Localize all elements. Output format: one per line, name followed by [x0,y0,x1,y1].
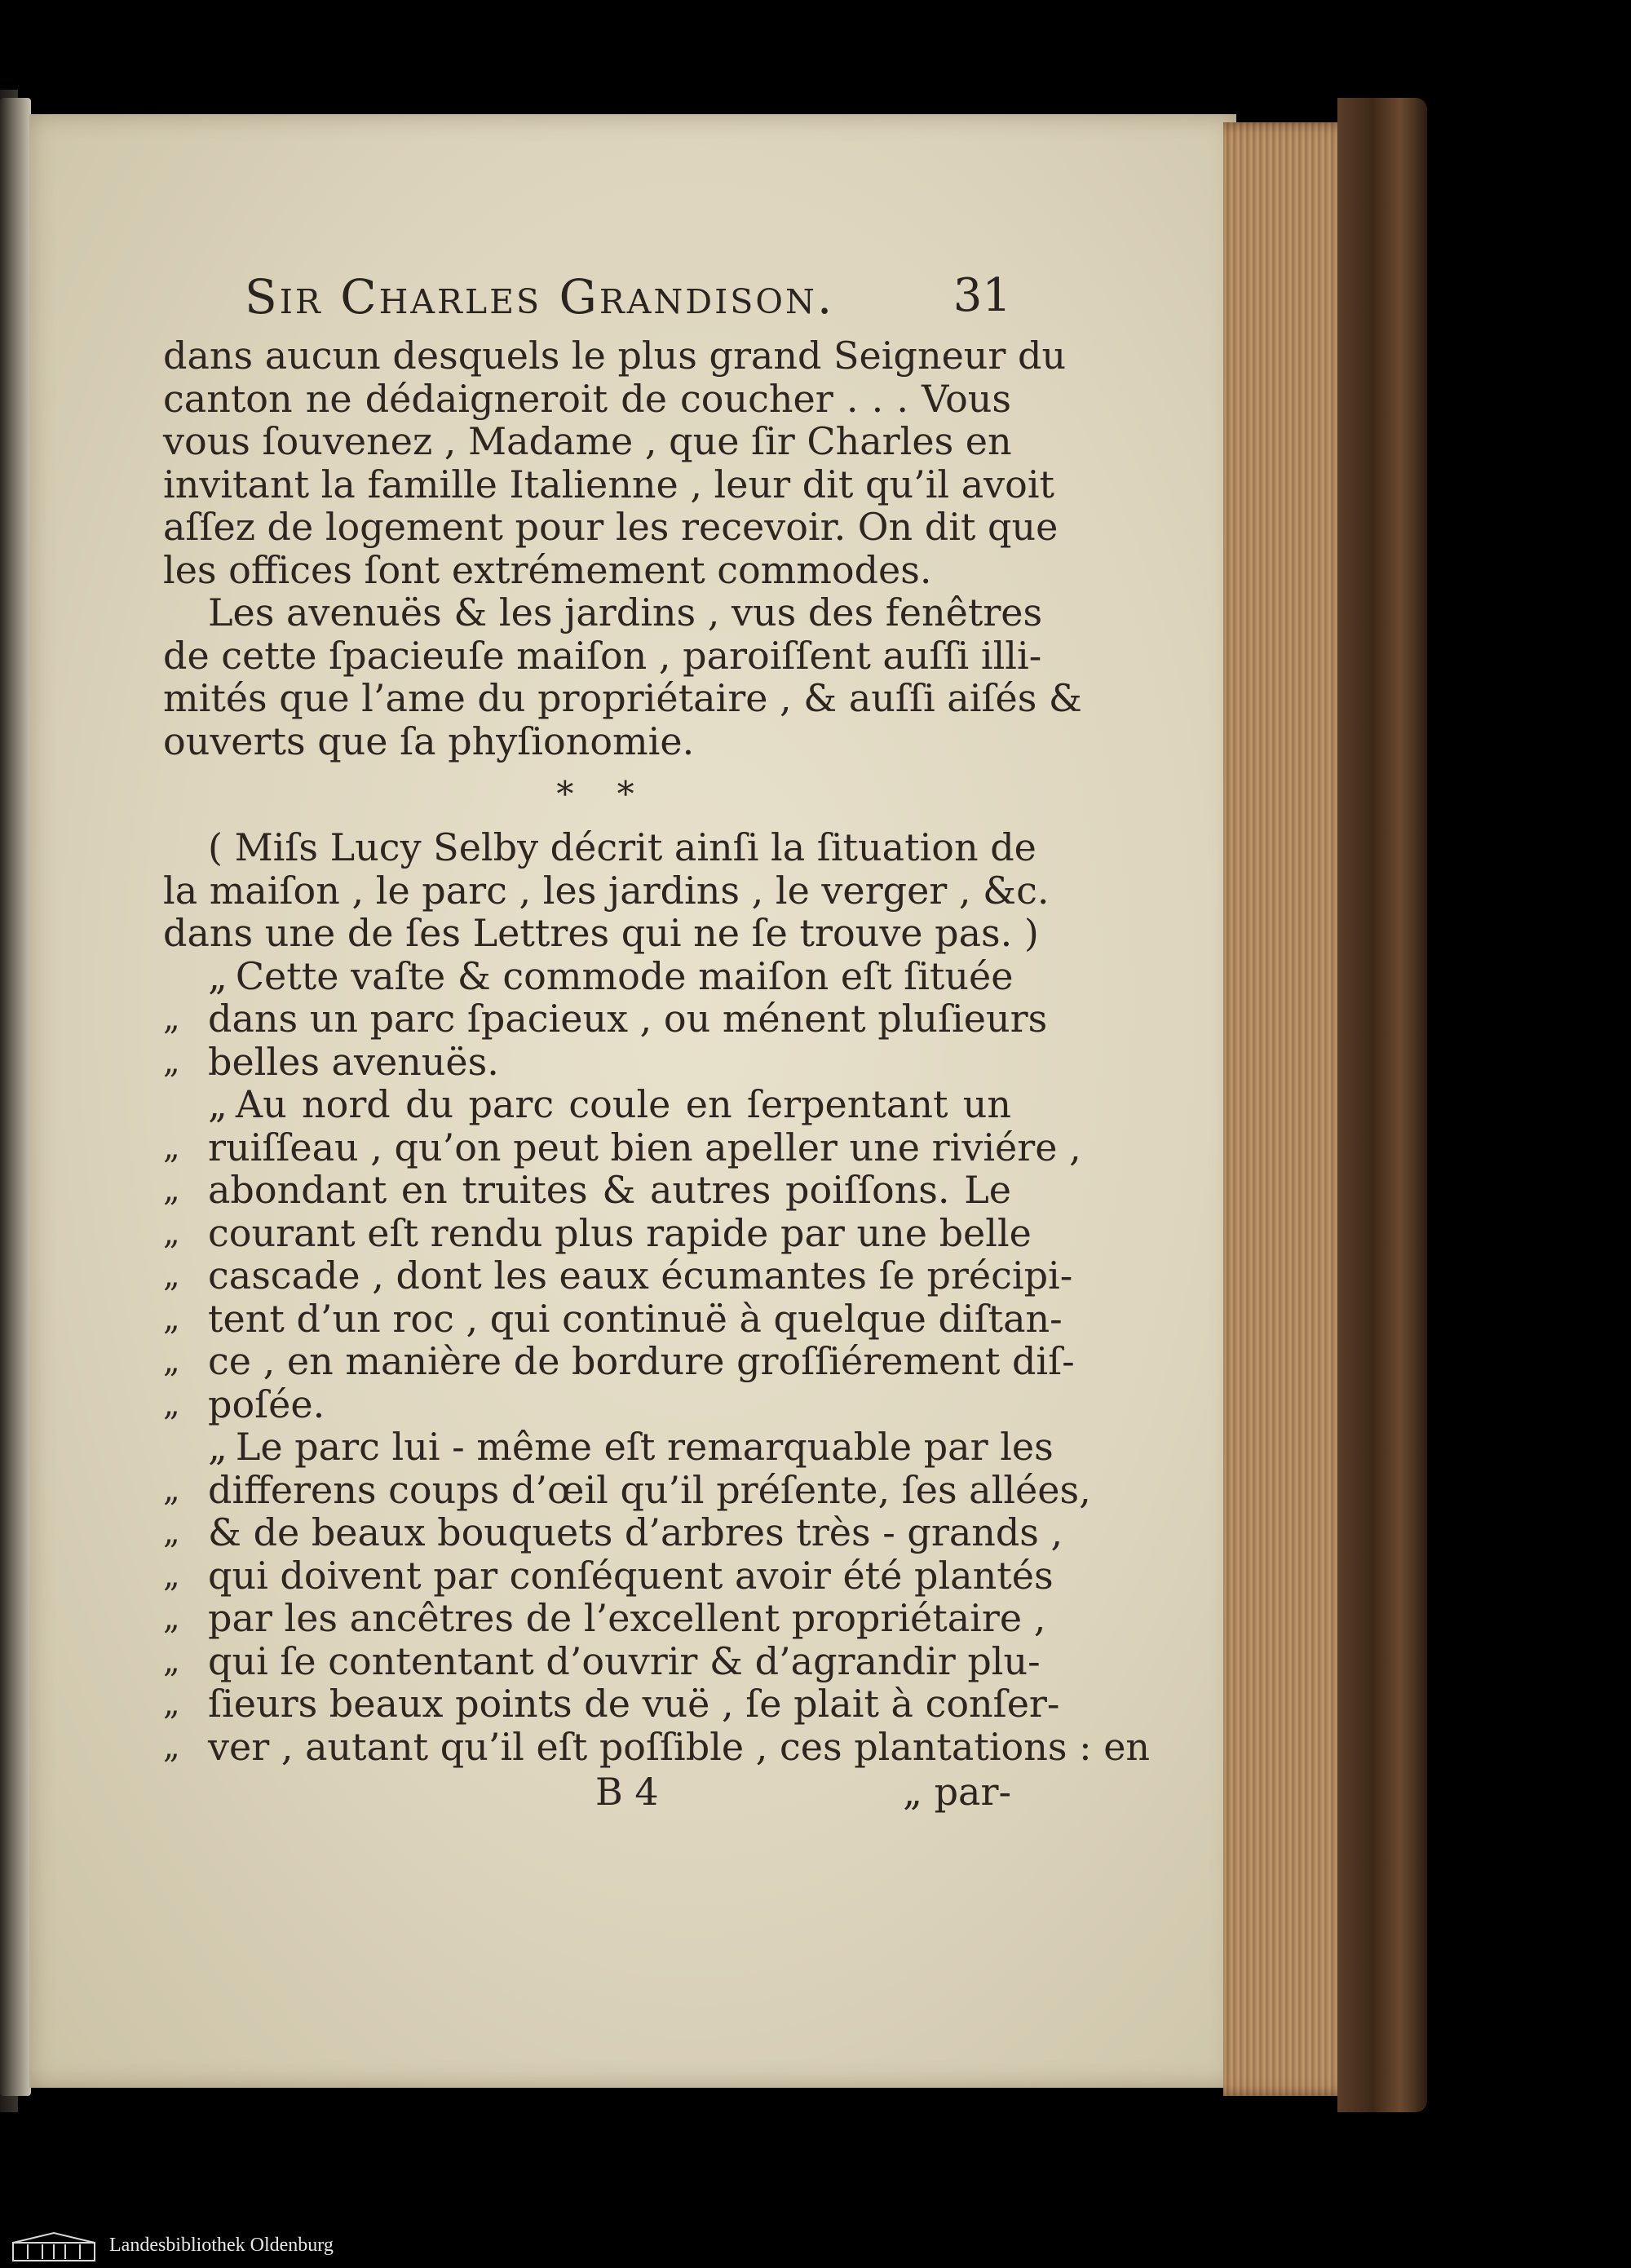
quote-mark: „ [163,1299,180,1337]
text-line: de cette ſpacieuſe maiſon , paroiſſent auſſi illi- [163,633,1042,678]
left-page-edge [0,98,31,2096]
quoted-line [163,1467,1091,1512]
line-text: qui ſe contentant d’ouvrir & d’agrandir plu- [208,1638,1041,1683]
quoted-line [163,1425,1054,1469]
quote-mark: „ [163,1514,180,1551]
line-text: Cette vaſte & commode maiſon eſt ſituée [235,953,1014,998]
quoted-line [163,1724,1151,1769]
text-line: invitant la famille Italienne , leur dit qu’il avoit [163,462,1055,506]
page-footer [163,1770,1011,1819]
line-text: qui doivent par conſéquent avoir été plantés [208,1553,1054,1598]
line-text: „ [208,953,228,998]
quoted-line [163,1296,1063,1341]
line-text: abondant en truites & autres poiſſons. Le [208,1168,1011,1212]
line-text: & de beaux bouquets d’arbres très - grands , [208,1510,1063,1554]
quote-mark: „ [163,1556,180,1594]
quote-mark: „ [163,1385,180,1423]
text-line: vous ſouvenez , Madame , que ſir Charles en [163,419,1012,463]
text-line: mités que l’ame du propriétaire , & auſſi aiſés & [163,676,1082,720]
quote-mark: „ [163,1642,180,1680]
quoted-line [163,1383,1011,1426]
line-text: Le parc lui - même eſt remarquable par les [235,1425,1054,1469]
quoted-line [163,1041,1011,1084]
text-line: ( Miſs Lucy Selby décrit ainſi la ſituation de [208,825,1037,869]
text-line: dans aucun desquels le plus grand Seigneur du [163,334,1067,378]
quote-mark: „ [163,1685,180,1722]
text-line: canton ne dédaigneroit de coucher . . . Vous [163,376,1011,421]
quote-mark: „ [163,1000,180,1037]
quote-mark: „ [163,1599,180,1637]
cover-board [1337,98,1427,2112]
quoted-line [163,953,1014,998]
quoted-line [163,1339,1075,1383]
quote-mark: „ [163,1171,180,1209]
signature-mark: B 4 [595,1770,659,1814]
text-line: Les avenuës & les jardins , vus des fenêtres [208,590,1043,634]
line-text: par les ancêtres de l’excellent propriétaire , [208,1596,1046,1640]
line-text: poſée. [208,1382,325,1426]
line-text: courant eſt rendu plus rapide par une belle [208,1210,1032,1255]
quote-mark: „ [163,1214,180,1252]
quoted-line [163,1510,1063,1554]
running-head-title: Sir Charles Grandison. [245,269,835,325]
catchword: „ par- [903,1770,1011,1814]
quote-mark: „ [163,1727,180,1766]
text-line: la maiſon , le parc , les jardins , le verger , &c. [163,868,1050,913]
section-separator: * * [556,774,651,814]
quoted-line [163,1253,1073,1298]
running-head [245,269,1011,334]
quote-mark: „ [163,1470,180,1509]
page-number: 31 [953,269,1011,322]
text-line: ouverts que ſa phyſionomie. [163,718,695,763]
line-text: ruiſſeau , qu’on peut bien apeller une riviére , [208,1125,1081,1169]
library-name: Landesbibliothek Oldenburg [109,2235,334,2256]
quoted-line [163,1553,1054,1598]
quoted-line [163,1125,1081,1169]
quoted-line [163,1210,1032,1255]
line-text: differens coups d’œil qu’il préſente, ſes allées, [208,1467,1091,1512]
line-text: „ [208,1425,228,1469]
quoted-line [163,1169,1011,1212]
line-text: ver , autant qu’il eſt poſſible , ces plantations : en [208,1724,1151,1769]
body-text [163,334,1151,1769]
quote-mark: „ [163,1342,180,1380]
quoted-passage [163,953,1151,1769]
quoted-line [163,1682,1060,1726]
library-building-icon [11,2231,96,2262]
text-line: dans une de ſes Lettres qui ne ſe trouve pas. ) [163,911,1039,955]
text-line: les offices ſont extrémement commodes. [163,547,932,592]
paragraph-2 [163,825,1050,955]
paragraph-1 [163,334,1082,763]
quoted-line [163,1083,1011,1126]
quote-mark: „ [163,1042,180,1081]
page-fore-edge [1223,122,1354,2096]
quoted-line [163,1596,1046,1640]
quote-mark: „ [163,1128,180,1166]
line-text: ce , en manière de bordure groſſiérement diſ- [208,1339,1075,1383]
line-text: dans un parc ſpacieux , ou ménent pluſieurs [208,997,1048,1041]
line-text: belles avenuës. [208,1039,499,1084]
line-text: cascade , dont les eaux écumantes ſe précipi- [208,1253,1073,1298]
quote-mark: „ [163,1257,180,1294]
line-text: „ [208,1082,228,1126]
quoted-line [163,997,1048,1041]
line-text: tent d’un roc , qui continuë à quelque diſtan- [208,1296,1063,1341]
line-text: Au nord du parc coule en ſerpentant un [235,1082,1011,1126]
quoted-line [163,1638,1041,1683]
line-text: ſieurs beaux points de vuë , ſe plait à conſer- [208,1682,1060,1726]
text-line: aſſez de logement pour les recevoir. On dit que [163,505,1059,549]
